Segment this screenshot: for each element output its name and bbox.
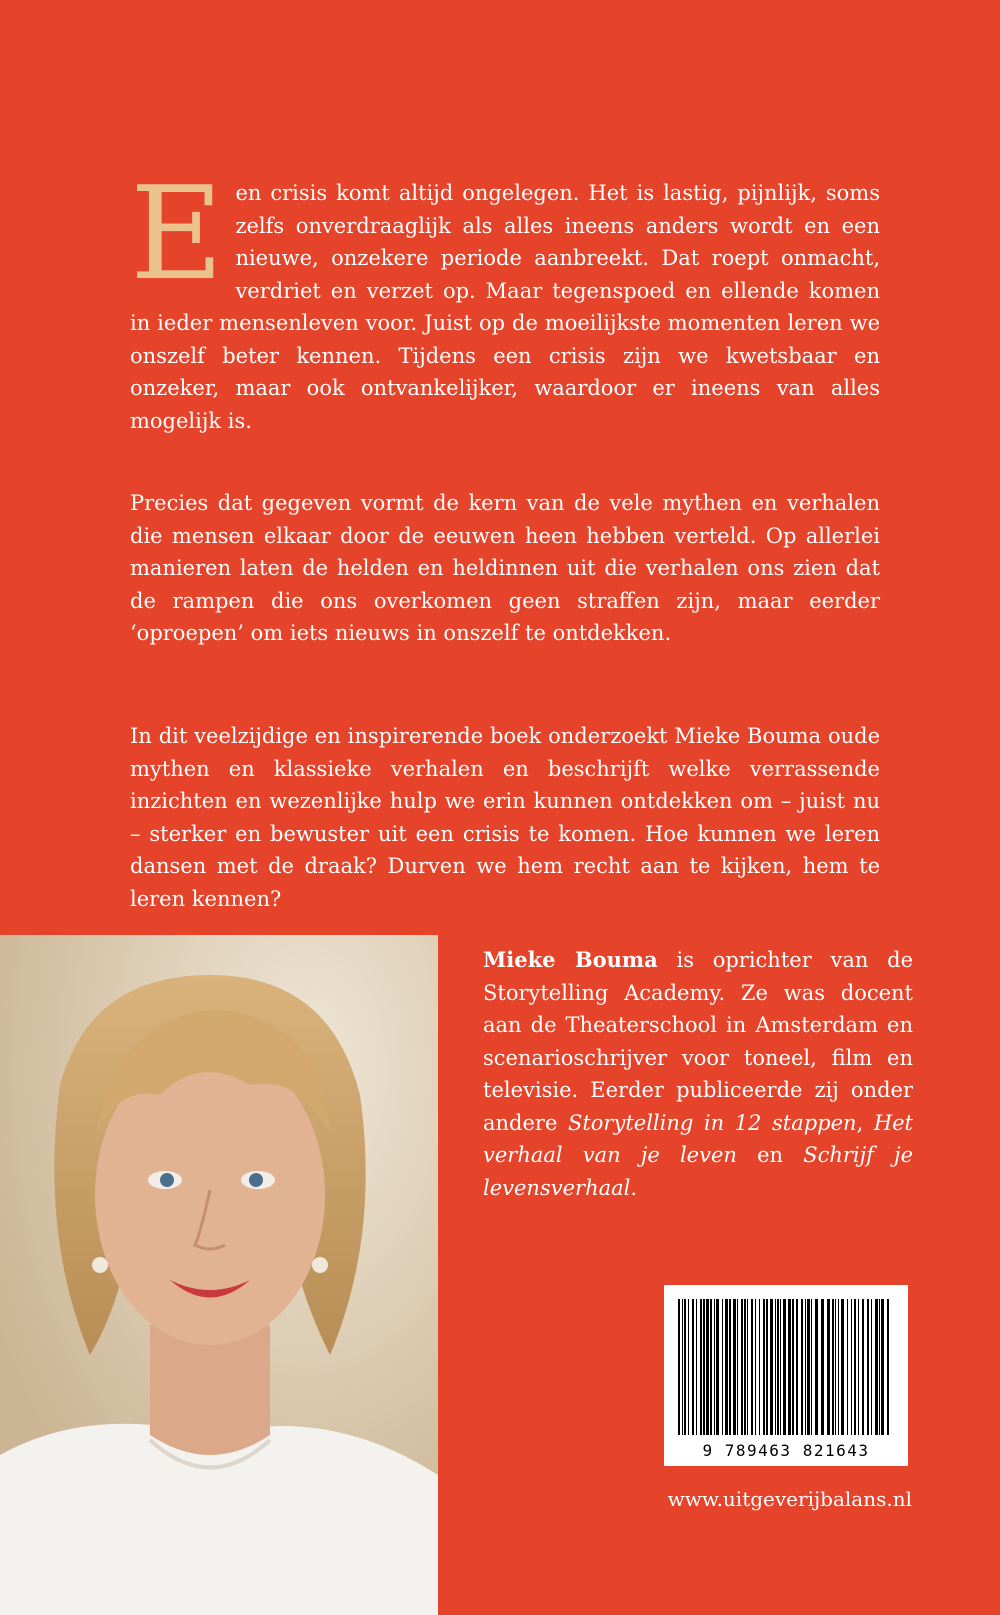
- barcode-bars: [664, 1285, 908, 1466]
- bio-end: .: [630, 1175, 638, 1200]
- author-photo: [0, 935, 438, 1615]
- intro-paragraph-1-text: en crisis komt altijd ongelegen. Het is lastig, pijnlijk, soms zelfs onverdraaglijk als alles ineens anders wordt en een nieuwe, onzekere periode aanbreekt. Dat roept onmacht, verdriet en verzet op. Maar tegenspoed en ellende komen in ieder mensenleven voor. Juist op de moeilijkste momenten leren we onszelf beter kennen. Tijdens een crisis zijn we kwetsbaar en onzeker, maar ook ontvankelijker, waardoor er ineens van alles mogelijk is.: [130, 181, 880, 433]
- intro-paragraph-1: [130, 160, 880, 437]
- isbn-number: 9 789463 821643: [702, 1441, 870, 1460]
- drop-cap: E: [130, 160, 224, 309]
- bio-sep-2: en: [736, 1143, 804, 1167]
- publisher-website: www.uitgeverijbalans.nl: [667, 1487, 912, 1511]
- intro-paragraph-3: [130, 720, 880, 915]
- intro-paragraph-3-text: In dit veelzijdige en inspirerende boek onderzoekt Mieke Bouma oude mythen en klassieke verhalen en beschrijft welke verrassende inzichten en wezenlijke hulp we erin kunnen ontdekken om – juist nu – sterker en bewuster uit een crisis te komen. Hoe kunnen we leren dansen met de draak? Durven we hem recht aan te kijken, hem te leren kennen?: [130, 724, 880, 911]
- intro-paragraph-2: [130, 487, 880, 650]
- book-title-1: Storytelling in 12 stappen: [567, 1110, 857, 1135]
- author-name: Mieke Bouma: [483, 947, 658, 972]
- bio-text-1: is oprichter van de Storytelling Academy. Ze was docent aan de Theaterschool in Amsterdam en scenarioschrijver voor toneel, film en televisie. Eerder publiceerde zij onder andere: [483, 948, 913, 1135]
- intro-paragraph-2-text: Precies dat gegeven vormt de kern van de vele mythen en verhalen die mensen elkaar door de eeuwen heen hebben verteld. Op allerlei manieren laten de helden en heldinnen uit die verhalen ons zien dat de rampen die ons overkomen geen straffen zijn, maar eerder ‘oproepen’ om iets nieuws in onszelf te ontdekken.: [130, 491, 880, 645]
- bio-sep-1: ,: [856, 1110, 874, 1135]
- barcode: [664, 1285, 908, 1466]
- book-title-3: Schrijf je levensverhaal: [483, 1143, 913, 1200]
- book-title-2: Het verhaal van je leven: [483, 1110, 913, 1167]
- author-bio: [483, 944, 913, 1204]
